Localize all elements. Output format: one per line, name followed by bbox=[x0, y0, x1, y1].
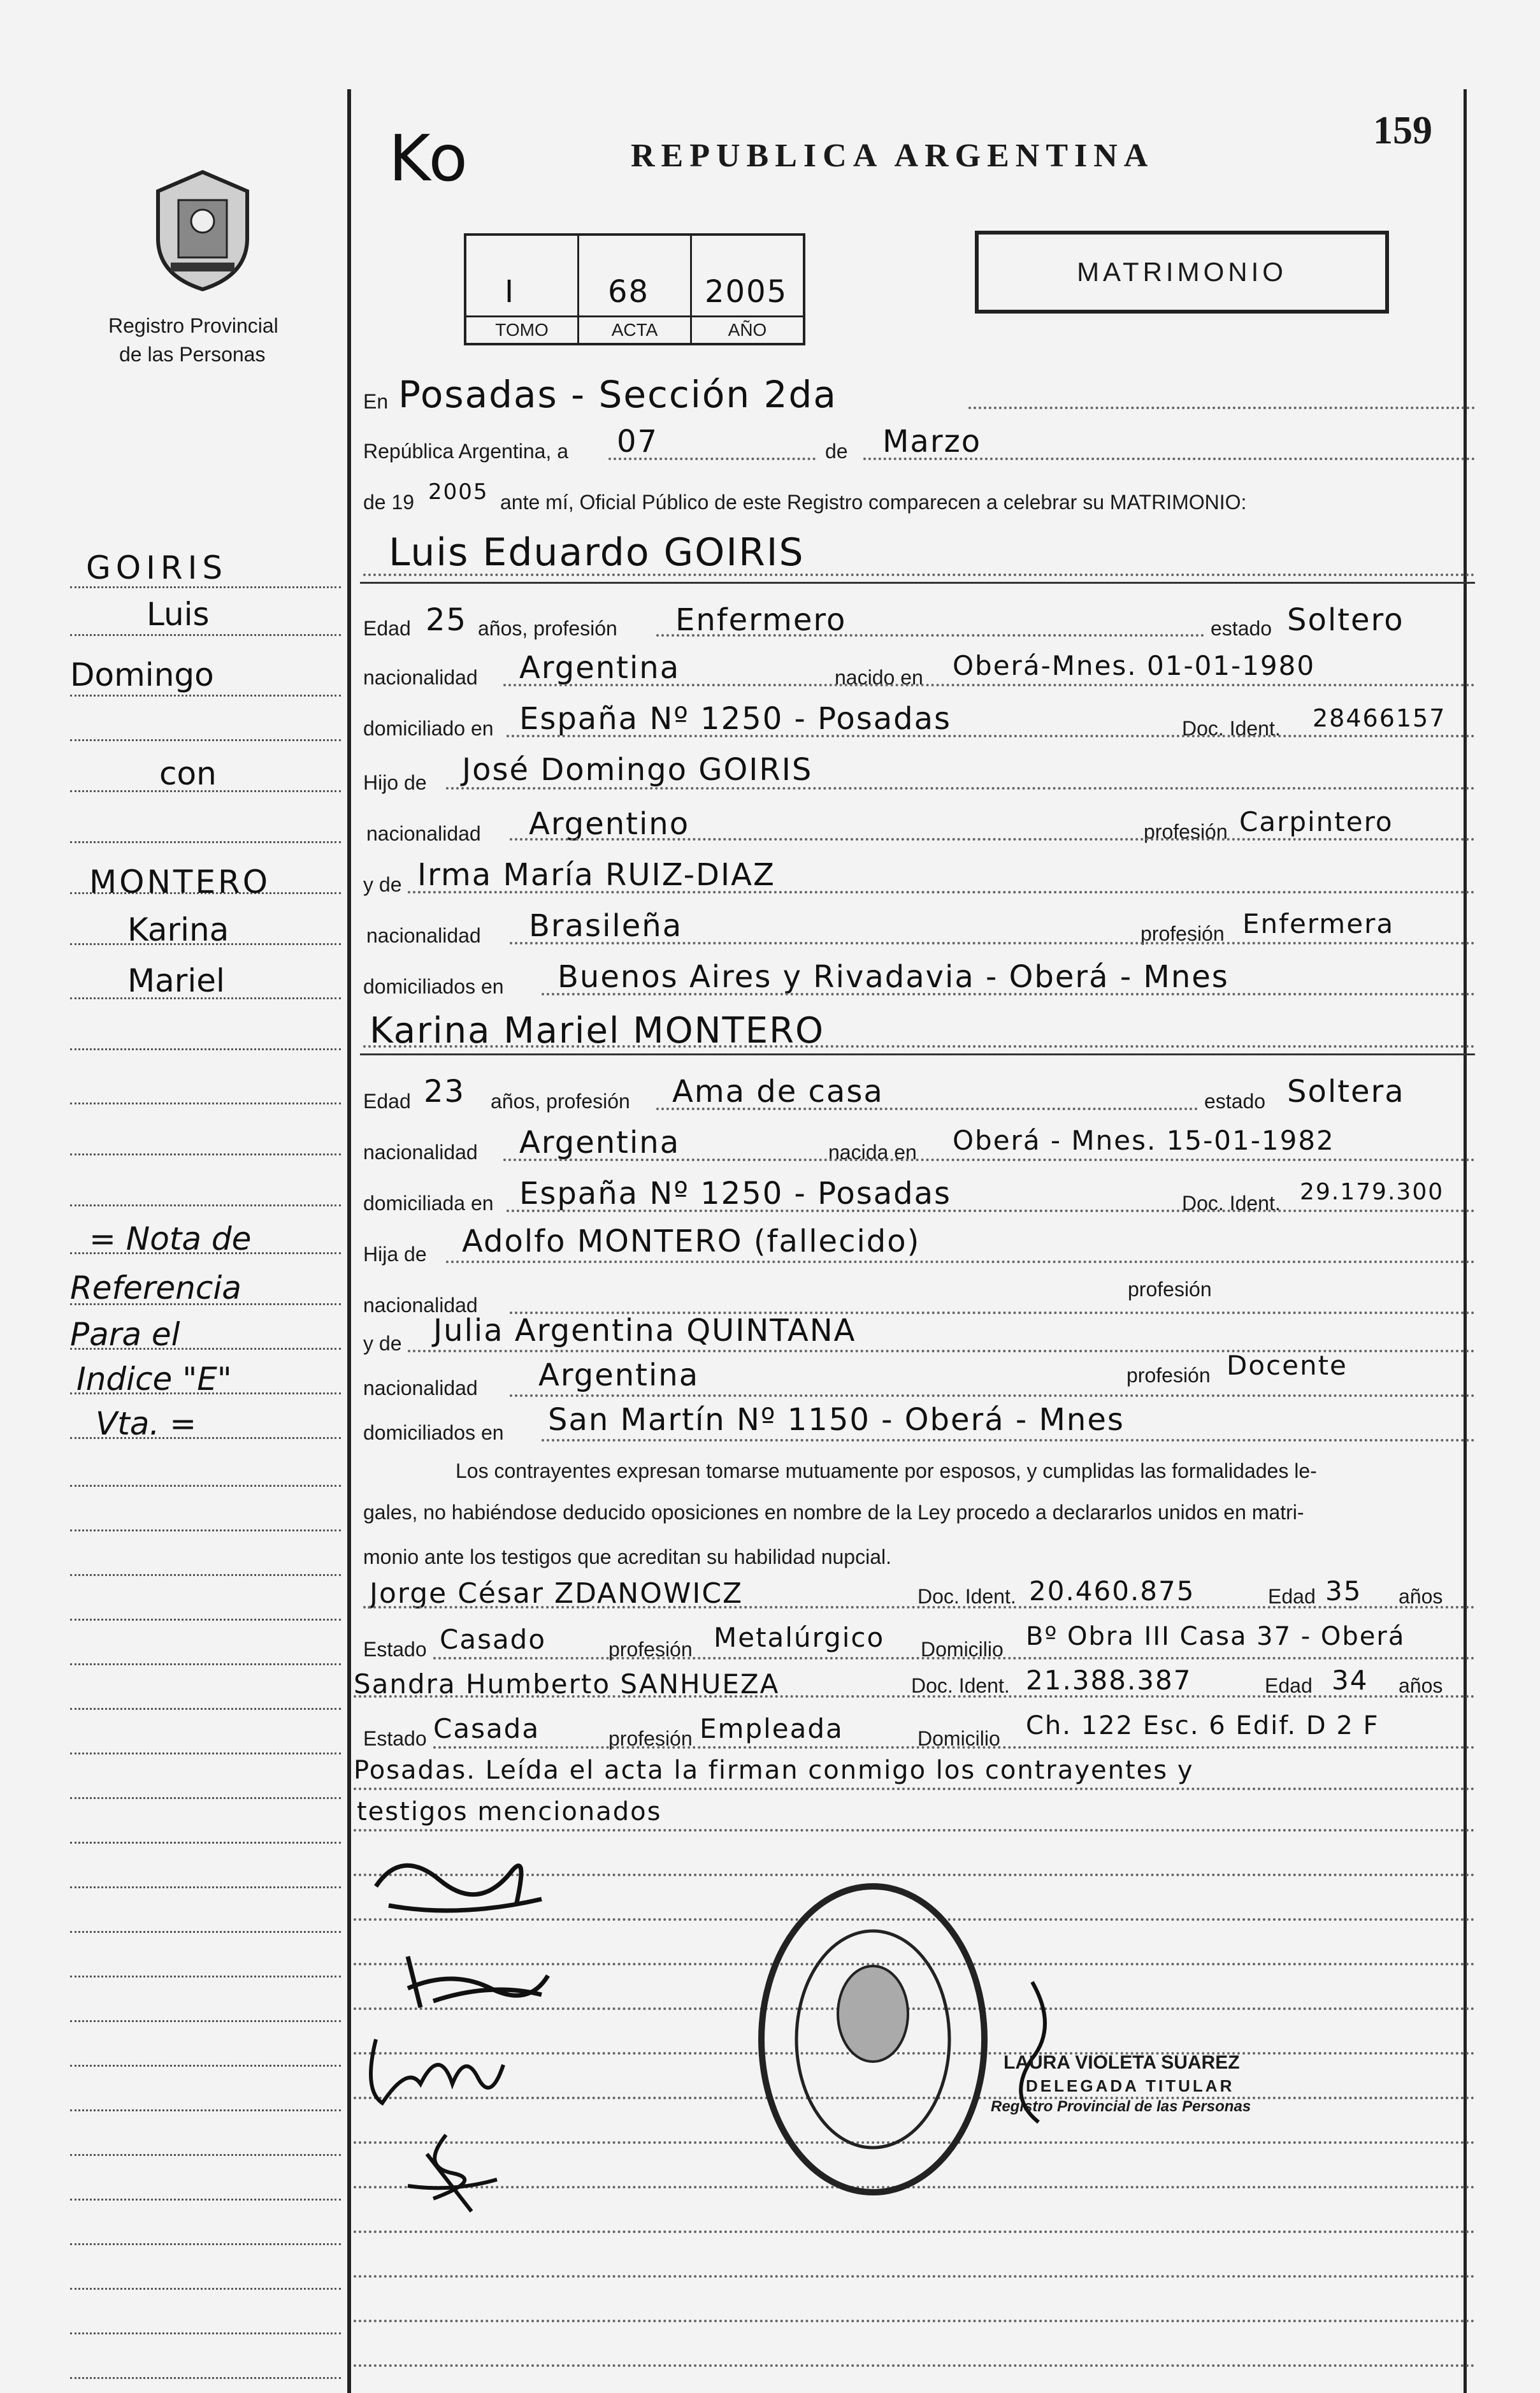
bride-profession: Ama de casa bbox=[672, 1074, 884, 1110]
witness2-doc: 21.388.387 bbox=[1026, 1665, 1192, 1696]
day-value: 07 bbox=[617, 424, 659, 459]
official-office: Registro Provincial de las Personas bbox=[991, 2098, 1251, 2115]
groom-born: Oberá-Mnes. 01-01-1980 bbox=[953, 650, 1316, 681]
de-label: de bbox=[825, 440, 848, 463]
republica-label: República Argentina, a bbox=[363, 440, 568, 463]
declaration-line3: monio ante los testigos que acreditan su habilidad nupcial. bbox=[363, 1545, 891, 1568]
bride-address: España Nº 1250 - Posadas bbox=[519, 1176, 951, 1211]
groom-father-profession: Carpintero bbox=[1239, 806, 1393, 837]
witness1-address: Bº Obra III Casa 37 - Oberá bbox=[1026, 1622, 1406, 1651]
closing-line2: testigos mencionados bbox=[357, 1797, 662, 1826]
place-value: Posadas - Sección 2da bbox=[398, 373, 837, 416]
ano-cell bbox=[692, 236, 803, 343]
coat-of-arms-icon bbox=[145, 167, 260, 294]
groom-father-prof-label: profesión bbox=[1144, 820, 1228, 843]
witness1-doc-label: Doc. Ident. bbox=[918, 1585, 1016, 1608]
margin-surname2: MONTERO bbox=[89, 864, 271, 900]
groom-domicilio-label: domiciliado en bbox=[363, 717, 494, 740]
acta-cell bbox=[579, 236, 692, 343]
witness2-name: Sandra Humberto SANHUEZA bbox=[354, 1668, 780, 1700]
ano-value: 2005 bbox=[705, 274, 788, 310]
bride-mother-prof-label: profesión bbox=[1126, 1364, 1211, 1387]
bride-nacida-label: nacida en bbox=[828, 1141, 917, 1164]
acta-label: ACTA bbox=[579, 315, 690, 343]
witness1-domicilio-label: Domicilio bbox=[921, 1638, 1004, 1661]
left-rule bbox=[347, 89, 351, 2393]
clerk-initial: Ko bbox=[389, 121, 469, 196]
groom-doc-label: Doc. Ident. bbox=[1182, 717, 1281, 740]
right-rule bbox=[1464, 89, 1467, 2393]
signature-2 bbox=[395, 1944, 561, 2014]
witness1-profesion-label: profesión bbox=[608, 1638, 693, 1661]
month-value: Marzo bbox=[882, 424, 982, 459]
groom-mother-prof-label: profesión bbox=[1141, 922, 1225, 945]
groom-profession: Enfermero bbox=[675, 602, 847, 638]
witness2-anos-label: años bbox=[1399, 1674, 1443, 1697]
witness2-profesion-label: profesión bbox=[608, 1727, 693, 1750]
groom-parents-address: Buenos Aires y Rivadavia - Oberá - Mnes bbox=[558, 959, 1229, 995]
record-number-box bbox=[464, 233, 805, 345]
witness1-profession: Metalúrgico bbox=[714, 1622, 885, 1653]
official-seal-icon bbox=[755, 1880, 991, 2199]
groom-father-nationality: Argentino bbox=[529, 806, 690, 842]
groom-mother-nationality: Brasileña bbox=[529, 908, 683, 944]
groom-hijo-label: Hijo de bbox=[363, 771, 427, 794]
bride-estado-label: estado bbox=[1204, 1090, 1266, 1113]
groom-profesion-label: años, profesión bbox=[478, 617, 617, 640]
groom-name: Luis Eduardo GOIRIS bbox=[389, 530, 805, 575]
groom-nacionalidad-label: nacionalidad bbox=[363, 666, 478, 689]
registry-name-line2: de las Personas bbox=[119, 343, 266, 366]
bride-father: Adolfo MONTERO (fallecido) bbox=[462, 1224, 921, 1259]
groom-mother: Irma María RUIZ-DIAZ bbox=[417, 857, 775, 893]
witness1-anos-label: años bbox=[1399, 1585, 1443, 1608]
bride-father-prof-label: profesión bbox=[1128, 1278, 1212, 1301]
bride-mother-profession: Docente bbox=[1227, 1350, 1348, 1381]
acta-value: 68 bbox=[608, 274, 650, 310]
groom-status: Soltero bbox=[1287, 602, 1404, 638]
en-label: En bbox=[363, 390, 389, 413]
witness2-estado-label: Estado bbox=[363, 1727, 427, 1750]
margin-note3: Para el bbox=[70, 1316, 180, 1353]
record-type-box bbox=[975, 231, 1389, 314]
bride-doc-label: Doc. Ident. bbox=[1182, 1192, 1281, 1215]
tomo-cell bbox=[466, 236, 579, 343]
groom-mother-nat-label: nacionalidad bbox=[366, 924, 481, 947]
groom-ydе-label: y de bbox=[363, 873, 402, 896]
bride-hija-label: Hija de bbox=[363, 1243, 427, 1266]
bride-edad-label: Edad bbox=[363, 1090, 411, 1113]
bride-profesion-label: años, profesión bbox=[491, 1090, 630, 1113]
witness2-profession: Empleada bbox=[700, 1713, 844, 1744]
registry-name-line1: Registro Provincial bbox=[108, 314, 278, 337]
witness1-doc: 20.460.875 bbox=[1029, 1575, 1195, 1607]
de19-label: de 19 bbox=[363, 491, 415, 514]
bride-domicilio-label: domiciliada en bbox=[363, 1192, 494, 1215]
groom-address: España Nº 1250 - Posadas bbox=[519, 701, 951, 737]
witness1-estado-label: Estado bbox=[363, 1638, 427, 1661]
bride-name: Karina Mariel MONTERO bbox=[370, 1010, 825, 1052]
ano-label: AÑO bbox=[692, 315, 803, 343]
bride-doc: 29.179.300 bbox=[1300, 1179, 1444, 1205]
official-title: DELEGADA TITULAR bbox=[1026, 2076, 1235, 2095]
groom-estado-label: estado bbox=[1211, 617, 1272, 640]
witness1-name: Jorge César ZDANOWICZ bbox=[370, 1577, 744, 1610]
groom-age: 25 bbox=[426, 602, 468, 638]
bride-father-nat-label: nacionalidad bbox=[363, 1294, 478, 1317]
tomo-label: TOMO bbox=[466, 315, 577, 343]
margin-con: con bbox=[159, 755, 217, 792]
bride-born: Oberá - Mnes. 15-01-1982 bbox=[953, 1125, 1335, 1156]
groom-doc: 28466157 bbox=[1313, 704, 1446, 732]
official-name: LAURA VIOLETA SUAREZ bbox=[1004, 2052, 1240, 2073]
margin-name3: Karina bbox=[127, 911, 229, 948]
margin-name4: Mariel bbox=[127, 962, 225, 999]
bride-status: Soltera bbox=[1287, 1074, 1405, 1110]
signature-3 bbox=[357, 2027, 522, 2116]
record-type-label: MATRIMONIO bbox=[1077, 257, 1287, 287]
bride-mother: Julia Argentina QUINTANA bbox=[433, 1313, 856, 1348]
witness2-status: Casada bbox=[433, 1713, 540, 1744]
ante-label: ante mí, Oficial Público de este Registro comparecen a celebrar su MATRIMONIO: bbox=[500, 491, 1247, 514]
margin-note4: Indice "E" bbox=[76, 1361, 232, 1398]
groom-nacido-label: nacido en bbox=[835, 666, 923, 689]
bride-nacionalidad-label: nacionalidad bbox=[363, 1141, 478, 1164]
country-title: REPUBLICA ARGENTINA bbox=[631, 138, 1155, 174]
groom-father-nat-label: nacionalidad bbox=[366, 822, 481, 845]
signature-4 bbox=[395, 2129, 510, 2224]
tomo-value: I bbox=[505, 274, 515, 310]
declaration-line2: gales, no habiéndose deducido oposiciones en nombre de la Ley procedo a declararlos unidos en matri- bbox=[363, 1501, 1304, 1524]
witness1-age: 35 bbox=[1325, 1575, 1362, 1607]
witness2-address: Ch. 122 Esc. 6 Edif. D 2 F bbox=[1026, 1711, 1379, 1740]
groom-edad-label: Edad bbox=[363, 617, 411, 640]
bride-mother-nat-label: nacionalidad bbox=[363, 1377, 478, 1399]
groom-nationality: Argentina bbox=[519, 650, 680, 686]
groom-father: José Domingo GOIRIS bbox=[462, 752, 813, 788]
witness2-age: 34 bbox=[1332, 1665, 1369, 1696]
bride-age: 23 bbox=[424, 1074, 466, 1110]
bride-mother-nationality: Argentina bbox=[538, 1357, 700, 1393]
bride-parents-address: San Martín Nº 1150 - Oberá - Mnes bbox=[548, 1402, 1125, 1438]
margin-name1: Luis bbox=[147, 596, 210, 633]
groom-parents-dom-label: domiciliados en bbox=[363, 975, 504, 998]
signature-1 bbox=[363, 1835, 554, 1925]
witness1-edad-label: Edad bbox=[1268, 1585, 1316, 1608]
witness2-domicilio-label: Domicilio bbox=[918, 1727, 1000, 1750]
groom-mother-profession: Enfermera bbox=[1242, 908, 1395, 939]
bride-parents-dom-label: domiciliados en bbox=[363, 1421, 504, 1444]
margin-note1: = Nota de bbox=[89, 1220, 252, 1257]
year-value: 2005 bbox=[428, 479, 489, 505]
margin-name2: Domingo bbox=[70, 656, 214, 693]
margin-surname: GOIRIS bbox=[86, 549, 228, 586]
margin-note5: Vta. = bbox=[96, 1405, 197, 1442]
closing-line1: Posadas. Leída el acta la firman conmigo los contrayentes y bbox=[354, 1756, 1194, 1785]
bride-yde-label: y de bbox=[363, 1332, 402, 1355]
bride-nationality: Argentina bbox=[519, 1125, 680, 1160]
declaration-line1: Los contrayentes expresan tomarse mutuamente por esposos, y cumplidas las formalidades le- bbox=[456, 1459, 1317, 1482]
witness2-doc-label: Doc. Ident. bbox=[911, 1674, 1010, 1697]
margin-note2: Referencia bbox=[70, 1269, 241, 1306]
page-number: 159 bbox=[1373, 109, 1432, 152]
witness1-status: Casado bbox=[440, 1624, 547, 1655]
witness2-edad-label: Edad bbox=[1265, 1674, 1313, 1697]
